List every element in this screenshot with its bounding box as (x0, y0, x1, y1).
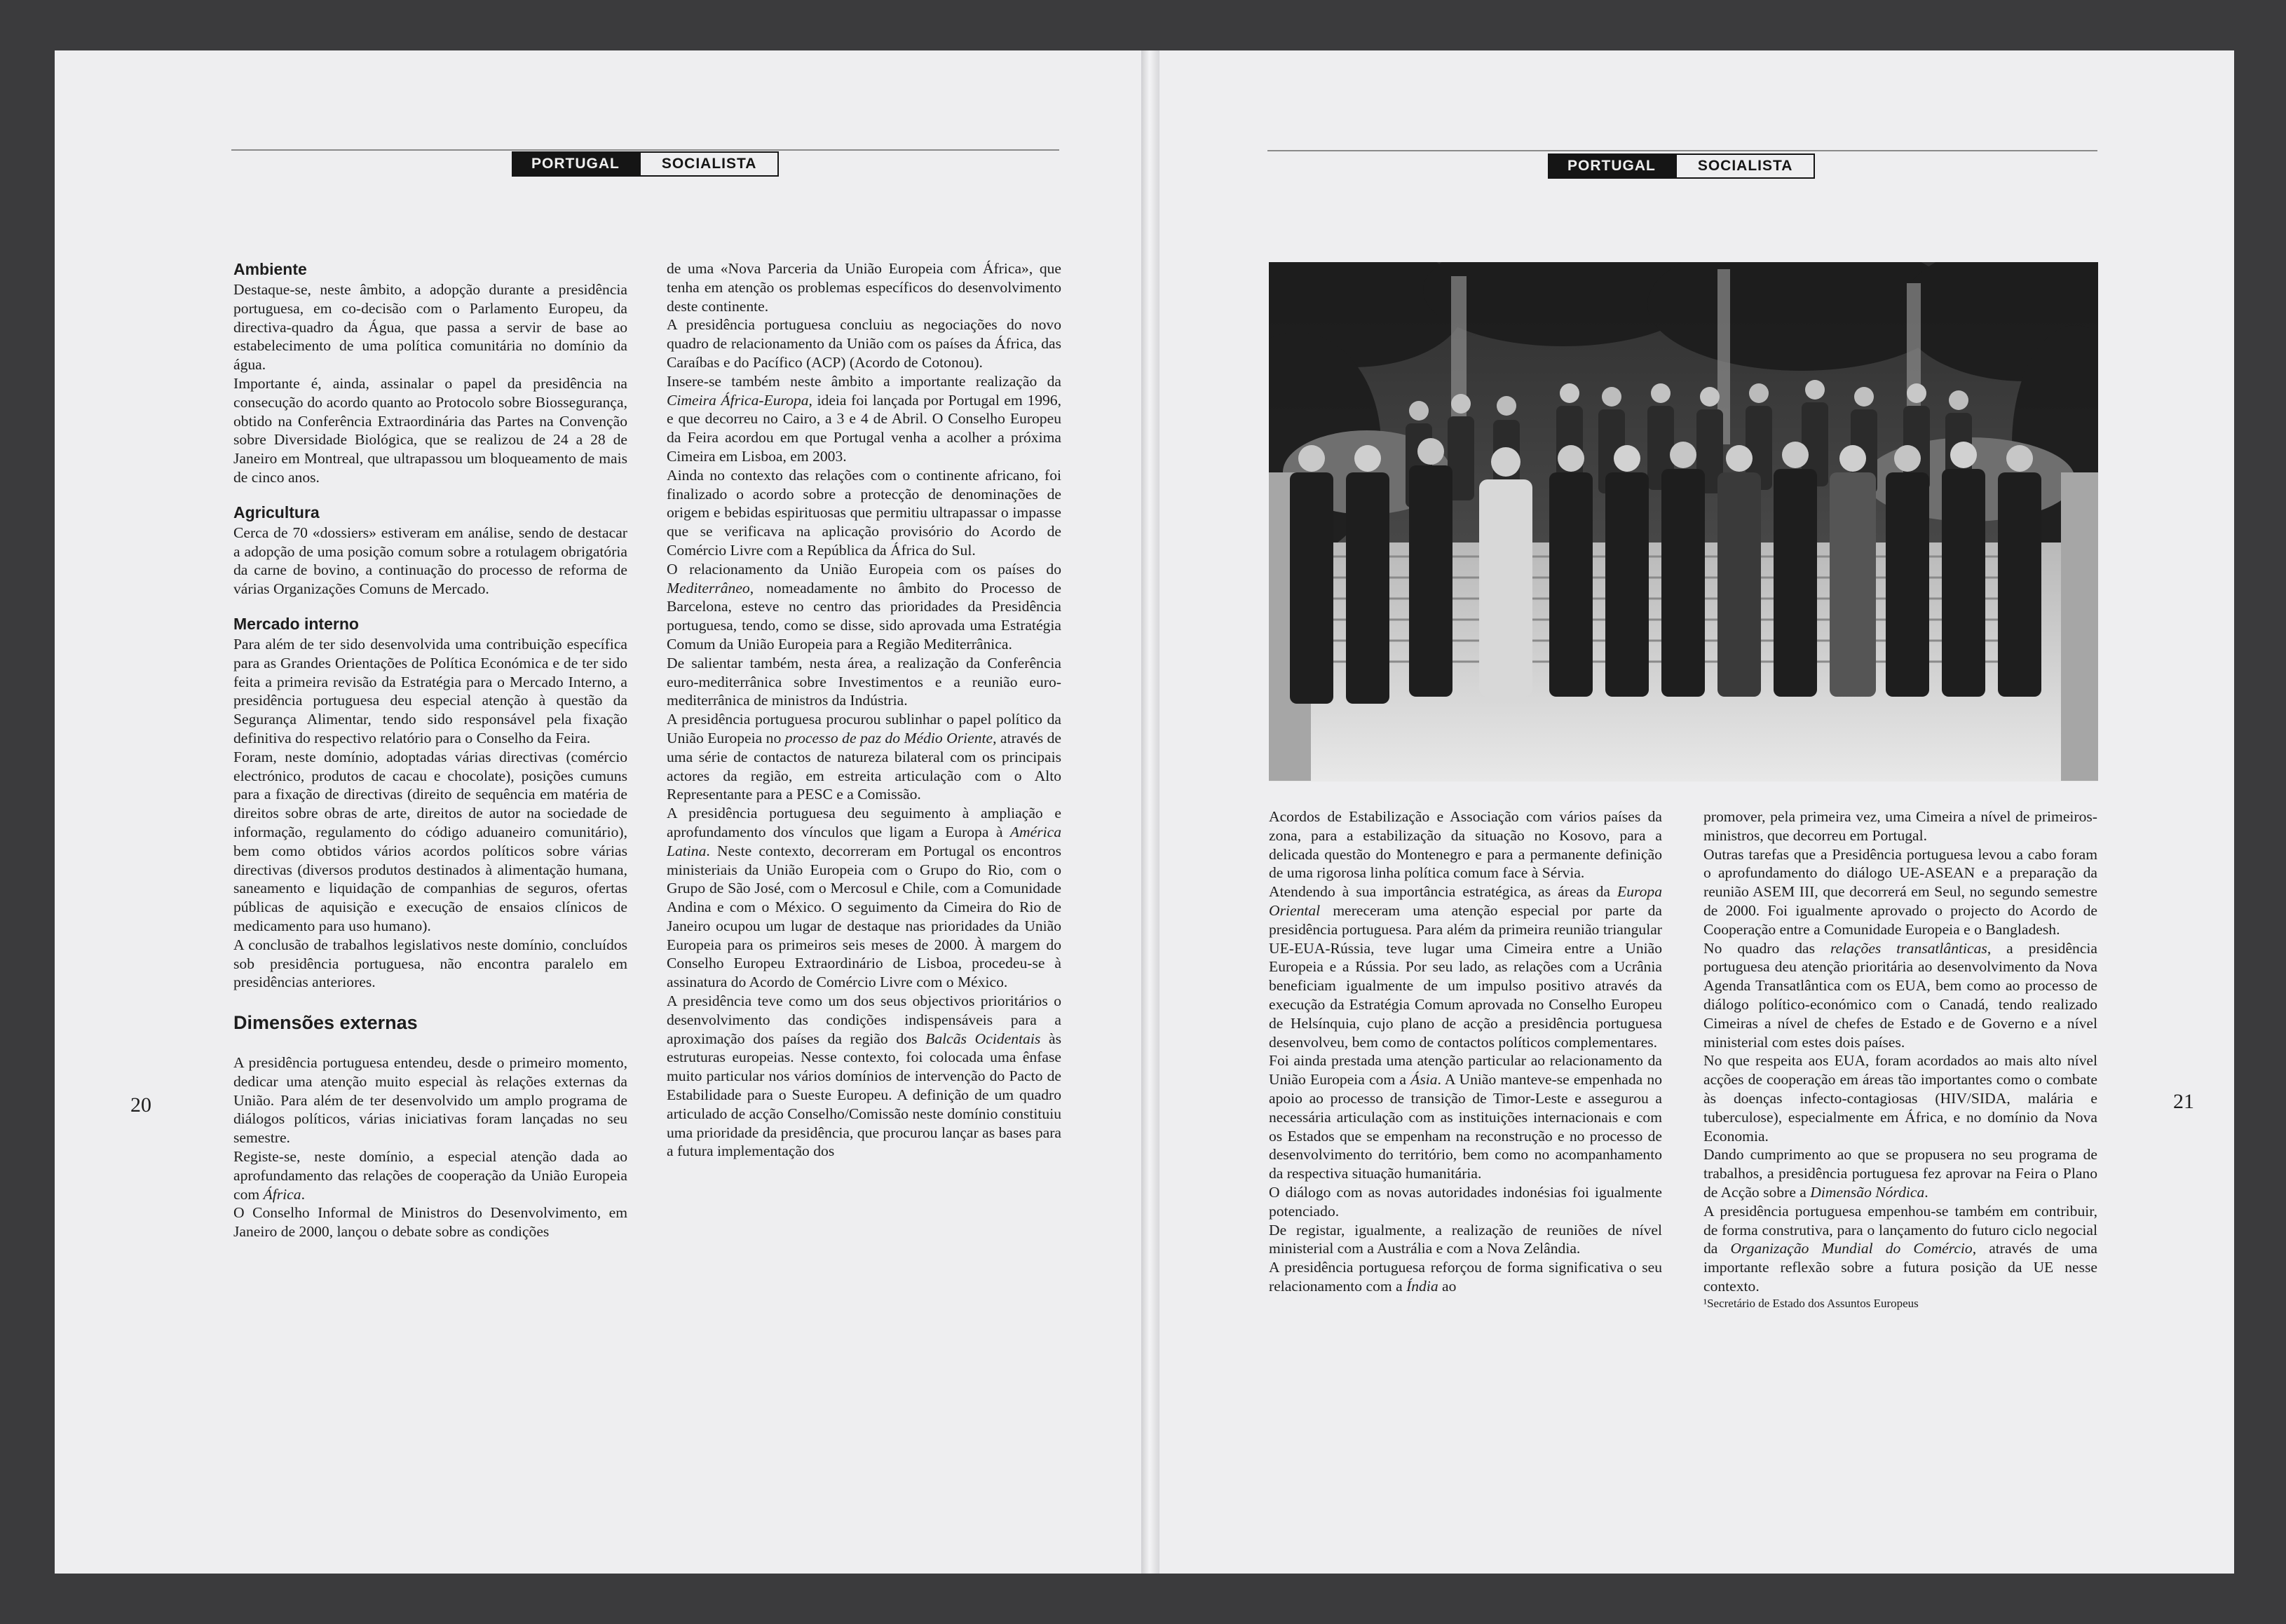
emphasis: Dimensão Nórdica (1810, 1183, 1925, 1201)
header-rule-right (1267, 150, 2097, 151)
paragraph: No quadro das relações transatlânticas, a presidência portuguesa deu atenção prioritária ao desenvolvimento da Nova Agenda Transatlântica com os EUA, bem como ao processo de diálogo político-económico com o Canadá, tendo realizado Cimeiras a nível de chefes de Estado e de Governo e a nível ministerial com estes dois países. (1703, 939, 2098, 1051)
masthead-portugal: PORTUGAL (1548, 153, 1675, 179)
paragraph: A presidência portuguesa empenhou-se também em contribuir, de forma construtiva, para o lançamento do futuro ciclo negocial da Organização Mundial do Comércio, através de uma importante reflexão sobre a futura posição da UE nesse contexto. (1703, 1202, 2098, 1295)
paragraph: A presidência portuguesa reforçou de forma significativa o seu relacionamento com a Índia ao (1269, 1259, 1662, 1295)
paragraph: Cerca de 70 «dossiers» estiveram em análise, sendo de destacar a adopção de uma posição comum sobre a rotulagem obrigatória da carne de bovino, a continuação do processo de reforma de várias Organizações Comuns de Mercado. (233, 524, 627, 598)
section-heading-ambiente: Ambiente (233, 260, 307, 278)
paragraph: Destaque-se, neste âmbito, a adopção durante a presidência portuguesa, em co-decisão com o Parlamento Europeu, da directiva-quadro da Água, que passa a servir de base ao estabelecimento de uma política comunitária no domínio da água. (233, 281, 627, 374)
paragraph: No que respeita aos EUA, foram acordados ao mais alto nível acções de cooperação em áreas tão importantes como o combate às doenças infecto-contagiosas (HIV/SIDA, malária e tuberculose), especialmente em África, e no domínio da Nova Economia. (1703, 1052, 2097, 1145)
paragraph: A presidência teve como um dos seus objectivos prioritários o desenvolvimento das condições indispensáveis para a aproximação dos países da região dos Balcãs Ocidentais às estruturas europeias. Nesse contexto, foi colocada uma ênfase muito particular nos vários domínios de intervenção do Pacto de Estabilidade para o Sueste Europeu. A definição de um quadro articulado de acção Conselho/Comissão neste domínio constituiu uma prioridade da presidência, que procurou lançar as bases para a futura implementação dos (667, 992, 1061, 1160)
emphasis: Europa Oriental (1269, 883, 1662, 919)
masthead-socialista: SOCIALISTA (639, 151, 780, 177)
paragraph: Importante é, ainda, assinalar o papel da presidência na consecução do acordo quanto ao Protocolo sobre Biossegurança, obtido na Conferência Extraordinária das Partes na Convenção sobre Diversidade Biológica, que se realizou de 24 a 28 de Janeiro em Montreal, que ultrapassou um bloqueamento de mais de cinco anos. (233, 374, 627, 486)
paragraph: O diálogo com as novas autoridades indonésias foi igualmente potenciado. (1269, 1183, 1662, 1220)
page-number-left: 20 (130, 1093, 151, 1117)
emphasis: Balcãs Ocidentais (925, 1030, 1041, 1047)
emphasis: África (263, 1185, 301, 1203)
paragraph: Acordos de Estabilização e Associação com vários países da zona, para a estabilização da situação no Kosovo, para a delicada questão do Montenegro e para a permanente definição de uma rigorosa linha política comum face à Sérvia. (1269, 808, 1662, 882)
paragraph: A presidência portuguesa entendeu, desde o primeiro momento, dedicar uma atenção muito especial às relações externas da União. Para além de ter desenvolvido um amplo programa de diálogos políticos, várias iniciativas foram lançadas no seu semestre. (233, 1054, 627, 1147)
paragraph: de uma «Nova Parceria da União Europeia com África», que tenha em atenção os problemas específicos do desenvolvimento deste continente. (667, 260, 1061, 315)
emphasis: processo de paz do Médio Oriente (784, 729, 993, 746)
emphasis: Mediterrâneo (667, 579, 750, 596)
book-gutter (1141, 50, 1159, 1574)
masthead-right (1548, 153, 1815, 179)
emphasis: Ásia (1410, 1071, 1438, 1089)
paragraph: promover, pela primeira vez, uma Cimeira a nível de primeiros-ministros, que decorreu em Portugal. (1703, 808, 2097, 844)
right-column-1 (1269, 807, 1662, 1296)
paragraph: Foram, neste domínio, adoptadas várias directivas (comércio electrónico, produtos de cacau e chocolate), posições cumuns para a fixação de directivas (direito de sequência em matéria de direitos sobre obras de arte, direitos de autor na sociedade de informação, regulamento do código aduaneiro comunitário), bem como obtidos vários acordos políticos sobre várias directivas (diversos produtos destinados à alimentação humana, saneamento e liquidação de companhias de seguros, ofertas públicas de aquisição e execução de ensaios clínicos de medicamento para uso humano). (233, 748, 627, 934)
paragraph: Dando cumprimento ao que se propusera no seu programa de trabalhos, a presidência portuguesa fez aprovar na Feira o Plano de Acção sobre a Dimensão Nórdica. (1703, 1146, 2097, 1201)
right-column-2 (1703, 807, 2097, 1311)
left-column-1 (233, 259, 627, 1241)
section-heading-mercado-interno: Mercado interno (233, 614, 359, 633)
masthead-socialista: SOCIALISTA (1675, 153, 1816, 179)
masthead-portugal: PORTUGAL (512, 151, 639, 177)
left-column-2 (667, 259, 1061, 1161)
emphasis: Cimeira África-Europa (667, 391, 809, 409)
paragraph: Ainda no contexto das relações com o continente africano, foi finalizado o acordo sobre a protecção de denominações de origem e bebidas espirituosas que permitiu ultrapassar o impasse que se verificava na aplicação provisório do Acordo de Comércio Livre com a República da África do Sul. (667, 466, 1061, 559)
emphasis: América Latina (667, 823, 1061, 859)
group-photo (1269, 262, 2098, 782)
paragraph: Atendendo à sua importância estratégica, as áreas da Europa Oriental mereceram uma atenção especial por parte da presidência portuguesa. Para além da primeira reunião triangular UE-EUA-Rússia, teve lugar uma Cimeira entre a União Europeia e a Rússia. Por seu lado, as relações com a Ucrânia beneficiam igualmente de um impulso positivo através da execução da Estratégia Comum aprovada no Conselho Europeu de Helsínquia, cujo plano de acção a presidência portuguesa desenvolveu, bem como de contactos políticos complementares. (1269, 883, 1662, 1051)
paragraph: A presidência portuguesa concluiu as negociações do novo quadro de relacionamento da União com os países da África, das Caraíbas e do Pacífico (ACP) (Acordo de Cotonou). (667, 316, 1061, 371)
emphasis: Índia (1406, 1277, 1438, 1295)
paragraph: Foi ainda prestada uma atenção particular ao relacionamento da União Europeia com a Ásia. A União manteve-se empenhada no apoio ao processo de transição de Timor-Leste e assegurou a necessária articulação com as instituições internacionais e com os Estados que se empenham na reconstrução e no processo de desenvolvimento do território, bem como no acompanhamento da respectiva situação humanitária. (1269, 1052, 1663, 1182)
masthead-left (512, 151, 779, 177)
section-heading-dimensoes-externas: Dimensões externas (233, 1012, 418, 1034)
paragraph: Insere-se também neste âmbito a importante realização da Cimeira África-Europa, ideia foi lançada por Portugal em 1996, e que decorreu no Cairo, a 3 e 4 de Abril. O Conselho Europeu da Feira acordou em que Portugal venha a acolher a próxima Cimeira em Lisboa, em 2003. (667, 372, 1062, 465)
paragraph: A presidência portuguesa deu seguimento à ampliação e aprofundamento dos vínculos que ligam a Europa à América Latina. Neste contexto, decorreram em Portugal os encontros ministeriais da União Europeia com o Grupo do Rio, com o Grupo de São José, com o Mercosul e Chile, com a Comunidade Andina e com o México. O seguimento da Cimeira do Rio de Janeiro ocupou um lugar de destaque nas prioridades da União Europeia para os primeiros seis meses de 2000. À margem do Conselho Europeu Extraordinário de Lisboa, procedeu-se à assinatura do Acordo de Comércio Livre com o México. (667, 805, 1061, 991)
emphasis: relações transatlânticas (1830, 939, 1987, 957)
paragraph: Registe-se, neste domínio, a especial atenção dada ao aprofundamento das relações de cooperação da União Europeia com África. (233, 1148, 627, 1203)
paragraph: A presidência portuguesa procurou sublinhar o papel político da União Europeia no processo de paz do Médio Oriente, através de uma série de contactos de natureza bilateral com os principais actores da região, em estreita articulação com o Alto Representante para a PESC e a Comissão. (667, 711, 1061, 803)
paragraph: O relacionamento da União Europeia com os países do Mediterrâneo, nomeadamente no âmbito do Processo de Barcelona, esteve no centro das prioridades da Presidência portuguesa, tendo, como se disse, sido aprovada uma Estratégia Comum da União Europeia para a Região Mediterrânica. (667, 560, 1061, 653)
page-number-right: 21 (2173, 1090, 2194, 1113)
group-photo-illustration (1269, 262, 2098, 782)
footnote: ¹Secretário de Estado dos Assuntos Europeus (1703, 1296, 1919, 1310)
paragraph: A conclusão de trabalhos legislativos neste domínio, concluídos sob presidência portuguesa, não encontra paralelo em presidências anteriores. (233, 936, 627, 991)
section-heading-agricultura: Agricultura (233, 503, 320, 521)
paragraph: Para além de ter sido desenvolvida uma contribuição específica para as Grandes Orientações de Política Económica e de ter sido feita a primeira revisão da Estratégia para o Mercado Interno, a presidência portuguesa deu especial atenção à questão da Segurança Alimentar, tendo sido responsável pela fixação definitiva do respectivo relatório para o Conselho da Feira. (233, 635, 627, 746)
paragraph: De salientar também, nesta área, a realização da Conferência euro-mediterrânica sobre Investimentos e a reunião euro-mediterrânica de ministros da Indústria. (667, 654, 1061, 709)
emphasis: Organização Mundial do Comércio (1730, 1240, 1973, 1257)
paragraph: Outras tarefas que a Presidência portuguesa levou a cabo foram o aprofundamento do diálogo UE-ASEAN e a preparação da reunião ASEM III, que decorrerá em Seul, no segundo semestre de 2000. Foi igualmente aprovado o projecto do Acordo de Cooperação entre a Comunidade Europeia e o Bangladesh. (1703, 845, 2097, 938)
header-rule-left (231, 149, 1059, 151)
paragraph: De registar, igualmente, a realização de reuniões de nível ministerial com a Austrália e com a Nova Zelândia. (1269, 1221, 1662, 1257)
paragraph: O Conselho Informal de Ministros do Desenvolvimento, em Janeiro de 2000, lançou o debate sobre as condições (233, 1204, 627, 1241)
